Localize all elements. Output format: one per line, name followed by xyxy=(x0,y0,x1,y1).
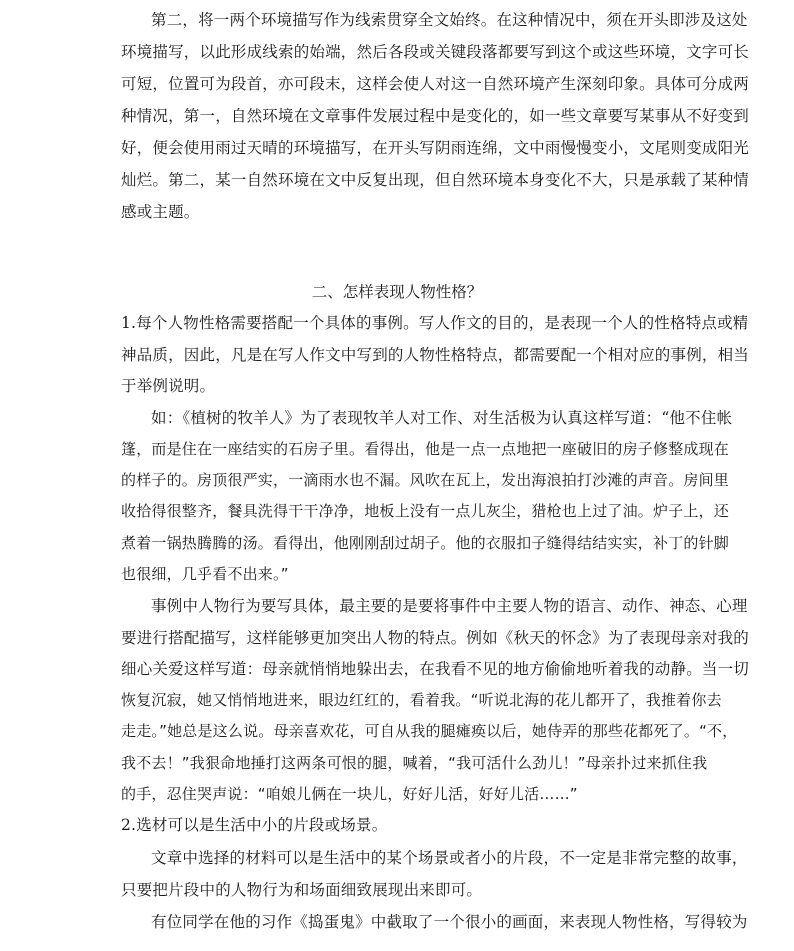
text-line: 我不去！”我狠命地捶打这两条可恨的腿，喊着，“我可活什么劲儿！”母亲扑过来抓住我 xyxy=(121,754,708,772)
text-line: 灿烂。第二，某一自然环境在文中反复出现，但自然环境本身变化不大，只是承载了某种情 xyxy=(121,171,750,189)
text-line: 第二，将一两个环境描写作为线索贯穿全文始终。在这种情况中，须在开头即涉及这处 xyxy=(151,11,748,29)
text-line: 环境描写，以此形成线索的始端，然后各段或关键段落都要写到这个或这些环境，文字可长 xyxy=(121,43,750,61)
text-line: 恢复沉寂，她又悄悄地进来，眼边红红的，看着我。“听说北海的花儿都开了，我推着你去 xyxy=(121,691,722,709)
text-line: 1.每个人物性格需要搭配一个具体的事例。写人作文的目的，是表现一个人的性格特点或精 xyxy=(121,314,749,332)
text-line: 的手，忍住哭声说：“咱娘儿俩在一块儿，好好儿活，好好儿活……” xyxy=(121,785,578,803)
text-line: 于举例说明。 xyxy=(121,377,216,395)
text-line: 可短，位置可为段首，亦可段末，这样会使人对这一自然环境产生深刻印象。具体可分成两 xyxy=(121,75,750,93)
text-line: 的样子的。房顶很严实，一滴雨水也不漏。风吹在瓦上，发出海浪拍打沙滩的声音。房间里 xyxy=(121,471,730,489)
text-line: 文章中选择的材料可以是生活中的某个场景或者小的片段，不一定是非常完整的故事， xyxy=(151,849,748,867)
text-line: 要进行搭配描写，这样能够更加突出人物的特点。例如《秋天的怀念》为了表现母亲对我的 xyxy=(121,629,750,647)
text-line: 走走。”她总是这么说。母亲喜欢花，可自从我的腿瘫痪以后，她侍弄的那些花都死了。“不， xyxy=(121,722,738,740)
text-line: 收拾得很整齐，餐具洗得干干净净，地板上没有一点儿灰尘，猎枪也上过了油。炉子上，还 xyxy=(121,502,730,520)
text-line: 也很细，几乎看不出来。” xyxy=(121,565,289,583)
text-line: 感或主题。 xyxy=(121,203,200,221)
paragraph-point-2: 2.选材可以是生活中小的片段或场景。 xyxy=(121,816,388,834)
text-line: 只要把片段中的人物行为和场面细致展现出来即可。 xyxy=(121,881,483,899)
text-line: 好，便会使用雨过天晴的环境描写，在开头写阴雨连绵，文中雨慢慢变小，文尾则变成阳光 xyxy=(121,139,750,157)
paragraph-troublemaker: 有位同学在他的习作《捣蛋鬼》中截取了一个很小的画面，来表现人物性格，写得较为 xyxy=(151,913,748,931)
text-line: 篷，而是住在一座结实的石房子里。看得出，他是一点一点地把一座破旧的房子修整成现在 xyxy=(121,440,730,458)
text-line: 事例中人物行为要写具体，最主要的是要将事件中主要人物的语言、动作、神态、心理 xyxy=(151,597,748,615)
text-line: 如：《植树的牧羊人》为了表现牧羊人对工作、对生活极为认真这样写道：“他不住帐 xyxy=(151,409,733,427)
text-line: 种情况，第一，自然环境在文章事件发展过程中是变化的，如一些文章要写某事从不好变到 xyxy=(121,107,750,125)
text-line: 煮着一锅热腾腾的汤。看得出，他刚刚刮过胡子。他的衣服扣子缝得结结实实，补丁的针脚 xyxy=(121,534,730,552)
text-line: 神品质，因此，凡是在写人作文中写到的人物性格特点，都需要配一个相对应的事例，相当 xyxy=(121,346,750,364)
section-heading: 二、怎样表现人物性格？ xyxy=(311,283,483,301)
text-line: 细心关爱这样写道：母亲就悄悄地躲出去，在我看不见的地方偷偷地听着我的动静。当一切 xyxy=(121,660,750,678)
